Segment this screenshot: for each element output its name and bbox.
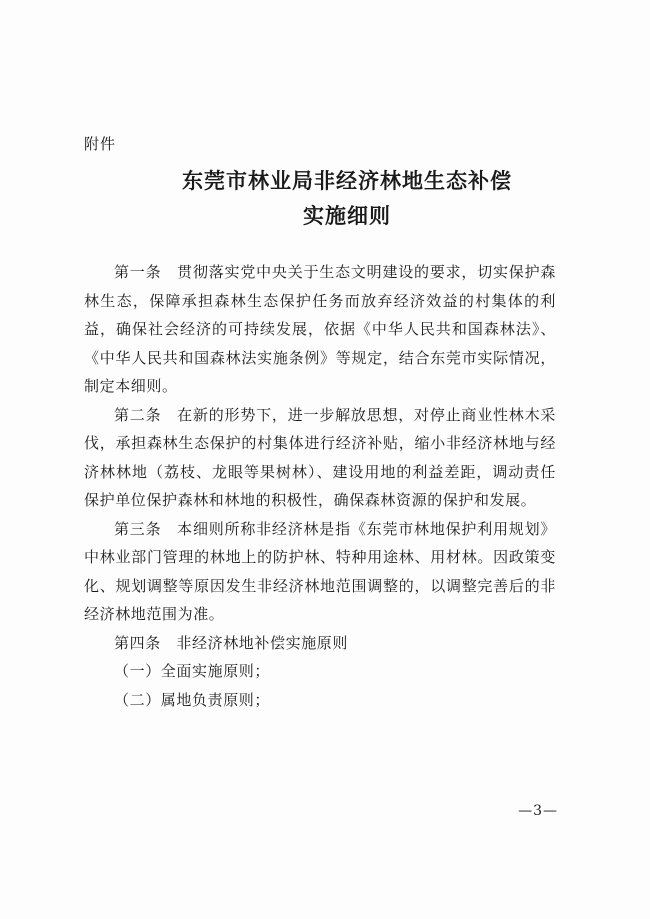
article-1: 第一条 贯彻落实党中央关于生态文明建设的要求，切实保护森林生态，保障承担森林生态保护任务而放弃经济效益的村集体的利益，确保社会经济的可持续发展，依据《中华人民共和国森林法》、《中华人民共和国森林法实施条例》等规定，结合东莞市实际情况，制定本细则。 xyxy=(84,263,556,395)
principle-item: （二）属地负责原则； xyxy=(114,690,271,709)
page-number: —3— xyxy=(518,803,558,819)
article-2: 第二条 在新的形势下，进一步解放思想，对停止商业性林木采伐，承担森林生态保护的村集体进行经济补贴，缩小非经济林地与经济林林地（荔枝、龙眼等果树林）、建设用地的利益差距，调动责任保护单位保护森林和林地的积极性，确保森林资源的保护和发展。 xyxy=(84,405,556,509)
document-title-line-2: 实施细则 xyxy=(303,203,391,228)
principle-item: （一）全面实施原则； xyxy=(114,662,271,680)
article-3: 第三条 本细则所称非经济林是指《东莞市林地保护利用规划》中林业部门管理的林地上的防护林、特种用途林、用材林。因政策变化、规划调整等原因发生非经济林地范围调整的，以调整完善后的非经济林地范围为准。 xyxy=(84,519,556,623)
document-body xyxy=(84,258,556,714)
article-4: 第四条 非经济林地补偿实施原则 xyxy=(114,633,349,652)
document-title-line-1: 东莞市林业局非经济林地生态补偿 xyxy=(182,168,512,193)
attachment-label: 附件 xyxy=(84,135,117,153)
